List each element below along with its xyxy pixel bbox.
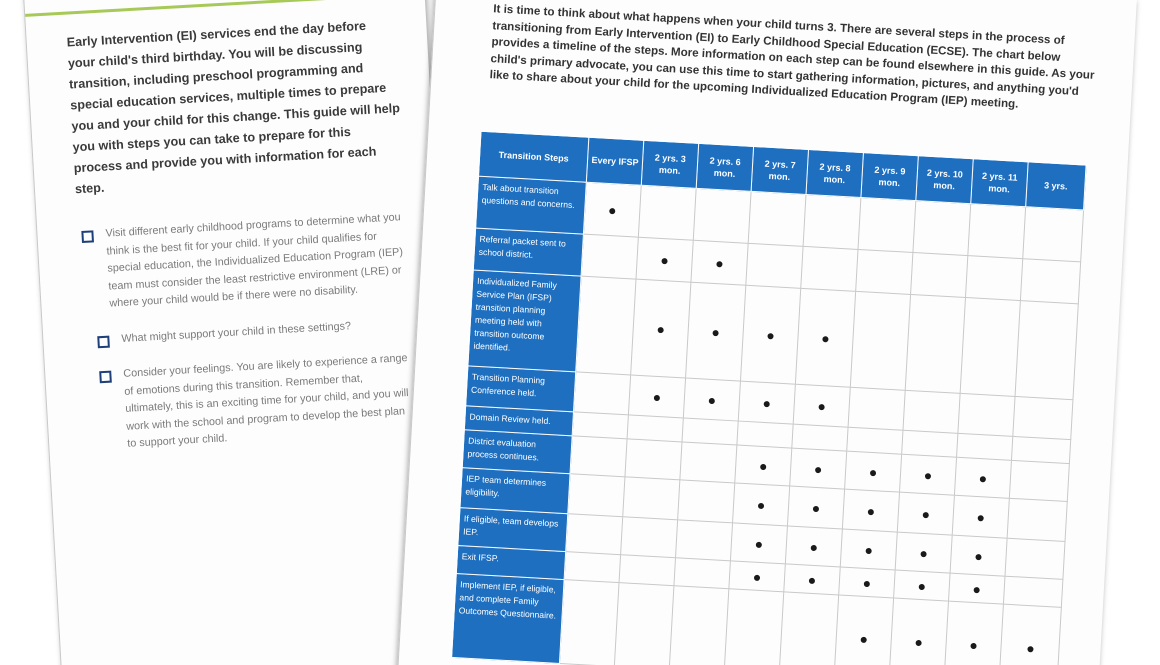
timeline-dot (822, 336, 828, 342)
timeline-cell (1015, 301, 1078, 400)
timeline-dot (975, 553, 981, 559)
timeline-cell (693, 188, 751, 243)
timeline-cell (958, 393, 1015, 436)
timeline-dot (861, 636, 867, 642)
timeline-cell (895, 532, 952, 573)
header-2y11m: 2 yrs. 11 mon. (971, 159, 1028, 207)
timeline-cell (669, 586, 729, 665)
timeline-cell (683, 378, 740, 421)
timeline-cell (785, 526, 842, 567)
checklist-item-support (97, 315, 407, 350)
timeline-cell (834, 595, 894, 665)
timeline-cell (1009, 460, 1069, 501)
checkbox-icon (97, 335, 110, 348)
header-accent-bar (21, 0, 425, 17)
timeline-cell (583, 182, 641, 237)
timeline-cell (903, 390, 960, 433)
timeline-cell (795, 288, 855, 387)
timeline-cell (570, 436, 627, 477)
timeline-cell (784, 564, 840, 595)
timeline-cell (911, 253, 968, 298)
timeline-cell (740, 285, 800, 384)
timeline-cell (968, 204, 1026, 259)
timeline-dot (712, 329, 718, 335)
timeline-cell (730, 523, 787, 564)
timeline-cell (905, 294, 965, 393)
timeline-cell (581, 234, 638, 279)
timeline-cell (746, 243, 803, 288)
timeline-dot (767, 333, 773, 339)
timeline-cell (636, 237, 693, 282)
header-2y8m: 2 yrs. 8 mon. (806, 150, 863, 198)
timeline-cell (748, 191, 806, 246)
checklist-text: Consider your feelings. You are likely to experience a range of emotions during this transition. Remember that, ultimately, this is an exciting time for your child, and you will work with the school and program to develop the best plan to support your child. (123, 352, 409, 450)
timeline-cell (733, 483, 790, 526)
checkbox-icon (99, 371, 112, 384)
header-every-ifsp: Every IFSP (586, 137, 643, 185)
timeline-cell (1005, 538, 1065, 579)
right-page (395, 0, 1137, 665)
timeline-cell (840, 529, 897, 570)
timeline-dot (915, 639, 921, 645)
timeline-cell (913, 201, 971, 256)
header-2y10m: 2 yrs. 10 mon. (916, 156, 973, 204)
timeline-cell (1023, 207, 1084, 262)
step-label: Implement IEP, if eligible, and complete Family Outcomes Questionnaire. (452, 574, 565, 664)
header-2y6m: 2 yrs. 6 mon. (696, 143, 753, 191)
timeline-cell (682, 418, 738, 445)
timeline-dot (813, 505, 819, 511)
timeline-cell (737, 421, 793, 448)
body-paragraph: It is time to think about what happens when your child turns 3. There are several steps in the process of transitioning from Early Intervention (EI) to Early Childhood Special Education (ECSE). The chart below provides a timeline of the steps. More information on each step can be found elsewhere in this guide. As your child's primary advocate, you can use this time to start gathering information, pictures, and anything you'd like to share about your child for the upcoming Individualized Education Program (IEP) meeting. (489, 2, 1095, 111)
timeline-cell (564, 552, 620, 583)
timeline-cell (686, 282, 746, 381)
table-body (452, 176, 1084, 665)
step-label: IEP team determines eligibility. (460, 468, 570, 514)
intro-paragraph: Early Intervention (EI) services end the day before your child's third birthday. You will be discussing transition, including preschool programming and special education services, multiple times to prepare you and your child for this change. This guide will help you with steps you can take to prepare for this process and provide you with information for each step. (66, 18, 401, 197)
header-2y3m: 2 yrs. 3 mon. (641, 140, 698, 188)
step-label: If eligible, team develops IEP. (458, 508, 568, 552)
timeline-cell (568, 474, 625, 517)
step-label: Exit IFSP. (456, 546, 565, 580)
checklist-text: What might support your child in these settings? (121, 319, 352, 345)
timeline-cell (676, 520, 733, 561)
timeline-cell (680, 442, 737, 483)
timeline-dot (864, 580, 870, 586)
timeline-cell (1003, 576, 1062, 607)
timeline-dot (760, 463, 766, 469)
timeline-cell (845, 451, 902, 492)
timeline-dot (754, 574, 760, 580)
header-2y7m: 2 yrs. 7 mon. (751, 146, 808, 194)
timeline-dot (870, 469, 876, 475)
timeline-cell (779, 592, 839, 665)
timeline-cell (894, 570, 950, 601)
timeline-dot (809, 577, 815, 583)
checkbox-icon (81, 230, 94, 243)
timeline-cell (949, 573, 1005, 604)
timeline-cell (628, 375, 685, 418)
checklist-text: Visit different early childhood programs to determine what you think is the best fit for your child. If your child qualifies for special education, the Individualized Education Program (IEP) team must consider the least restrictive environment (LRE) or where your child would be if there were no disability. (105, 211, 404, 310)
step-label: Talk about transition questions and concerns. (476, 176, 587, 234)
timeline-cell (839, 567, 895, 598)
timeline-dot (756, 541, 762, 547)
timeline-dot (819, 404, 825, 410)
timeline-dot (609, 208, 615, 214)
timeline-cell (847, 427, 903, 454)
timeline-dot (970, 642, 976, 648)
timeline-dot (815, 466, 821, 472)
timeline-dot (978, 515, 984, 521)
timeline-cell (999, 604, 1062, 665)
timeline-cell (957, 433, 1013, 460)
timeline-cell (889, 598, 949, 665)
timeline-cell (801, 246, 858, 291)
timeline-cell (950, 535, 1007, 576)
timeline-cell (848, 387, 905, 430)
header-transition-steps: Transition Steps (478, 131, 588, 182)
timeline-cell (842, 489, 899, 532)
timeline-cell (621, 517, 678, 558)
timeline-cell (625, 439, 682, 480)
timeline-cell (850, 291, 910, 390)
timeline-cell (729, 561, 785, 592)
timeline-cell (614, 583, 674, 665)
step-label: Individualized Family Service Plan (IFSP) transition planning meeting held with transition outcome identified. (468, 270, 581, 372)
timeline-dot (974, 586, 980, 592)
timeline-dot (709, 397, 715, 403)
timeline-cell (619, 555, 675, 586)
timeline-cell (902, 430, 958, 457)
timeline-dot (764, 400, 770, 406)
timeline-cell (1020, 259, 1080, 304)
timeline-dot (654, 394, 660, 400)
timeline-cell (787, 486, 844, 529)
timeline-dot (920, 550, 926, 556)
timeline-cell (792, 424, 848, 451)
timeline-cell (735, 445, 792, 486)
timeline-dot (868, 508, 874, 514)
timeline-dot (919, 583, 925, 589)
timeline-cell (674, 558, 730, 589)
timeline-cell (858, 198, 916, 253)
timeline-cell (631, 279, 691, 378)
timeline-cell (960, 298, 1020, 397)
timeline-cell (576, 276, 636, 375)
header-3y: 3 yrs. (1026, 162, 1086, 210)
timeline-cell (623, 477, 680, 520)
timeline-cell (1011, 436, 1070, 463)
checklist-item-visit-programs (81, 209, 405, 314)
step-label: Domain Review held. (464, 406, 573, 436)
timeline-cell (678, 480, 735, 523)
step-label: Transition Planning Conference held. (466, 366, 576, 412)
timeline-dot (716, 261, 722, 267)
timeline-cell (627, 415, 683, 442)
timeline-dot (1027, 646, 1033, 652)
timeline-cell (897, 492, 954, 535)
timeline-cell (638, 185, 696, 240)
timeline-cell (559, 580, 619, 665)
timeline-dot (980, 476, 986, 482)
header-2y9m: 2 yrs. 9 mon. (861, 153, 918, 201)
timeline-cell (803, 194, 861, 249)
timeline-cell (1007, 498, 1067, 541)
timeline-cell (724, 589, 784, 665)
timeline-cell (952, 495, 1009, 538)
timeline-cell (965, 256, 1022, 301)
timeline-cell (738, 381, 795, 424)
timeline-cell (856, 249, 913, 294)
step-label: District evaluation process continues. (462, 430, 572, 474)
timeline-cell (900, 454, 957, 495)
timeline-cell (566, 514, 623, 555)
timeline-dot (923, 511, 929, 517)
left-page (20, 0, 464, 665)
timeline-cell (1013, 396, 1073, 439)
timeline-dot (866, 547, 872, 553)
timeline-dot (661, 258, 667, 264)
checklist (81, 209, 414, 473)
timeline-cell (573, 372, 630, 415)
transition-timeline-table (451, 131, 1087, 665)
timeline-dot (758, 502, 764, 508)
timeline-dot (925, 473, 931, 479)
timeline-dot (811, 544, 817, 550)
timeline-dot (658, 326, 664, 332)
timeline-cell (790, 448, 847, 489)
timeline-cell (793, 384, 850, 427)
timeline-cell (572, 412, 628, 439)
step-label: Referral packet sent to school district. (473, 228, 583, 276)
checklist-item-feelings (99, 350, 413, 455)
timeline-cell (691, 240, 748, 285)
timeline-cell (944, 601, 1004, 665)
timeline-cell (954, 457, 1011, 498)
